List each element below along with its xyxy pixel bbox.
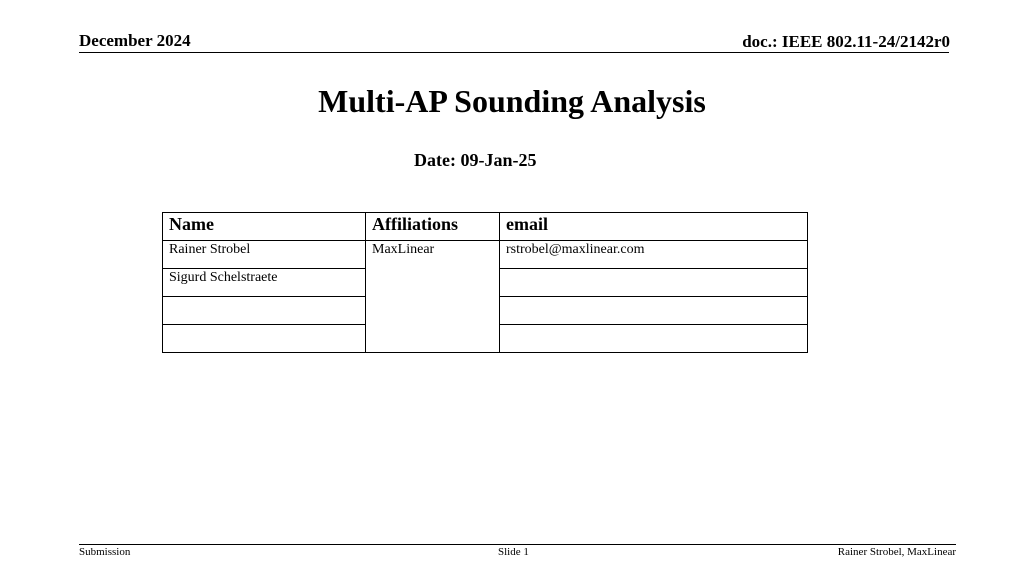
table-row: [163, 241, 808, 269]
date-line: Date: 09-Jan-25: [414, 150, 537, 170]
header-name: Name: [163, 213, 366, 241]
header-date: December 2024: [79, 31, 191, 50]
author-email: rstrobel@maxlinear.com: [500, 241, 808, 269]
author-email: [500, 297, 808, 325]
slide-title: Multi-AP Sounding Analysis: [318, 83, 706, 119]
author-name: [163, 297, 366, 325]
author-name: Sigurd Schelstraete: [163, 269, 366, 297]
table-header-row: [163, 213, 808, 241]
author-affiliation: MaxLinear: [366, 241, 500, 353]
footer-divider: [79, 544, 956, 545]
header-affiliations: Affiliations: [366, 213, 500, 241]
author-name: Rainer Strobel: [163, 241, 366, 269]
header-divider: [79, 52, 949, 53]
header-email: email: [500, 213, 808, 241]
author-email: [500, 325, 808, 353]
author-email: [500, 269, 808, 297]
footer-slide-number: Slide 1: [498, 546, 529, 558]
authors-table: [162, 212, 808, 353]
author-name: [163, 325, 366, 353]
footer-author: Rainer Strobel, MaxLinear: [837, 546, 956, 558]
header-doc-id: doc.: IEEE 802.11-24/2142r0: [742, 32, 950, 51]
footer-submission: Submission: [79, 546, 131, 558]
